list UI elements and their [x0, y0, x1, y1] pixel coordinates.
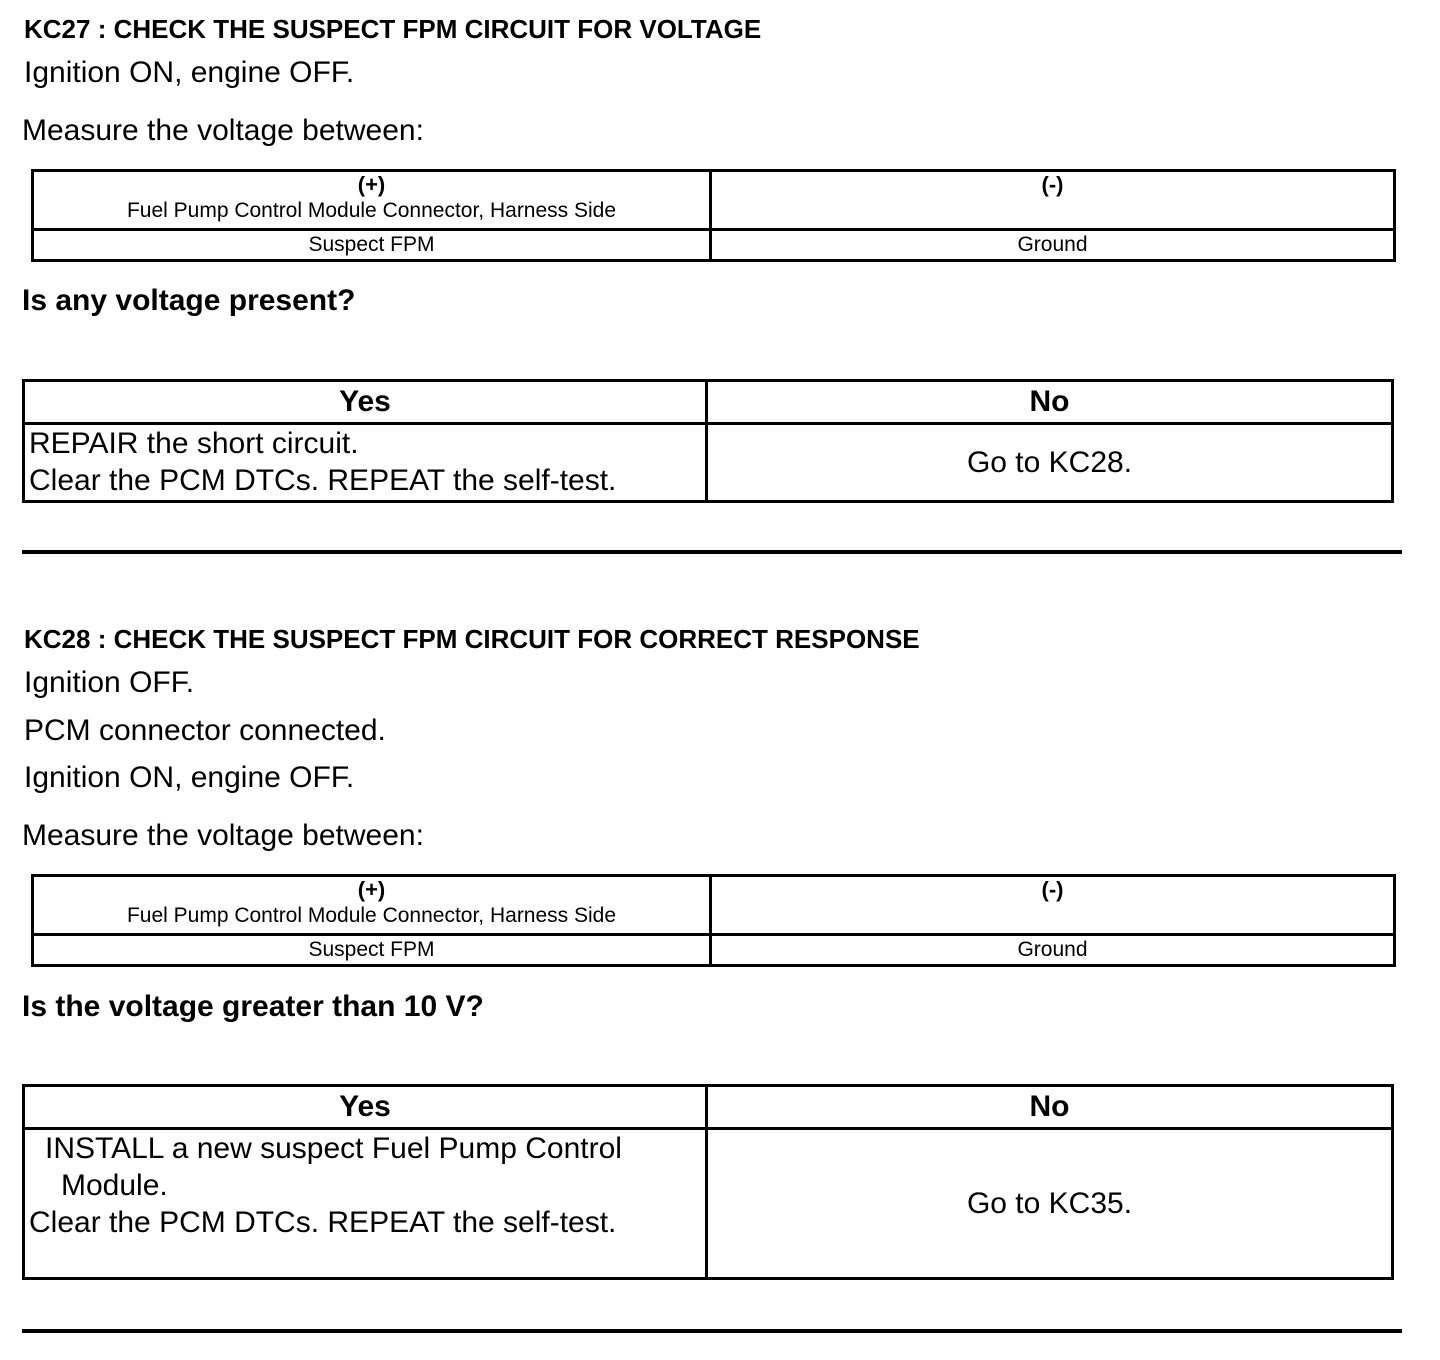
kc27-neg-value: Ground: [711, 230, 1395, 261]
kc27-measure-table: [31, 169, 1396, 262]
section-divider-1: [22, 550, 1402, 554]
kc27-no-action: Go to KC28.: [707, 424, 1393, 502]
kc28-instruction-1: Ignition OFF.: [24, 666, 195, 699]
kc28-yes-line-3: Clear the PCM DTCs. REPEAT the self-test.: [29, 1206, 617, 1239]
kc28-yes-line-2: Module.: [61, 1169, 168, 1202]
kc28-no-header: No: [707, 1086, 1393, 1129]
kc27-instruction-1: Ignition ON, engine OFF.: [24, 56, 355, 89]
kc27-title: KC27 : CHECK THE SUSPECT FPM CIRCUIT FOR VOLTAGE: [24, 14, 762, 44]
kc27-yes-line-1: REPAIR the short circuit.: [29, 427, 359, 460]
kc27-pos-symbol: (+): [357, 172, 386, 197]
kc27-pos-label: Fuel Pump Control Module Connector, Harness Side: [126, 199, 617, 222]
kc28-instruction-3: Ignition ON, engine OFF.: [24, 761, 355, 794]
kc27-pos-value: Suspect FPM: [33, 230, 711, 261]
kc27-yes-header: Yes: [24, 381, 707, 424]
kc28-neg-header-cell: [711, 876, 1395, 935]
kc28-measure-table: [31, 874, 1396, 967]
kc27-pos-header-cell: [33, 171, 711, 230]
kc28-no-action: Go to KC35.: [707, 1129, 1393, 1279]
kc28-title: KC28 : CHECK THE SUSPECT FPM CIRCUIT FOR CORRECT RESPONSE: [24, 624, 920, 654]
kc28-yes-header: Yes: [24, 1086, 707, 1129]
kc28-pos-symbol: (+): [357, 877, 386, 902]
kc28-pos-label: Fuel Pump Control Module Connector, Harness Side: [126, 904, 617, 927]
kc27-yes-action: [24, 424, 707, 502]
kc28-pos-header-cell: [33, 876, 711, 935]
kc28-instruction-2: PCM connector connected.: [24, 714, 386, 747]
kc28-result-table: [22, 1084, 1394, 1280]
kc27-question: Is any voltage present?: [22, 284, 356, 317]
kc27-yes-line-2: Clear the PCM DTCs. REPEAT the self-test.: [29, 464, 617, 497]
kc28-yes-action: [24, 1129, 707, 1279]
kc28-question: Is the voltage greater than 10 V?: [22, 990, 484, 1023]
kc27-neg-header-cell: [711, 171, 1395, 230]
kc28-yes-line-1: INSTALL a new suspect Fuel Pump Control: [45, 1132, 622, 1165]
kc27-result-table: [22, 379, 1394, 503]
kc28-neg-symbol: (-): [1041, 877, 1064, 902]
kc27-no-header: No: [707, 381, 1393, 424]
section-divider-2: [22, 1329, 1402, 1333]
kc28-neg-value: Ground: [711, 935, 1395, 966]
kc27-measure-label: Measure the voltage between:: [22, 114, 424, 147]
kc28-pos-value: Suspect FPM: [33, 935, 711, 966]
kc27-neg-symbol: (-): [1041, 172, 1064, 197]
kc28-measure-label: Measure the voltage between:: [22, 819, 424, 852]
